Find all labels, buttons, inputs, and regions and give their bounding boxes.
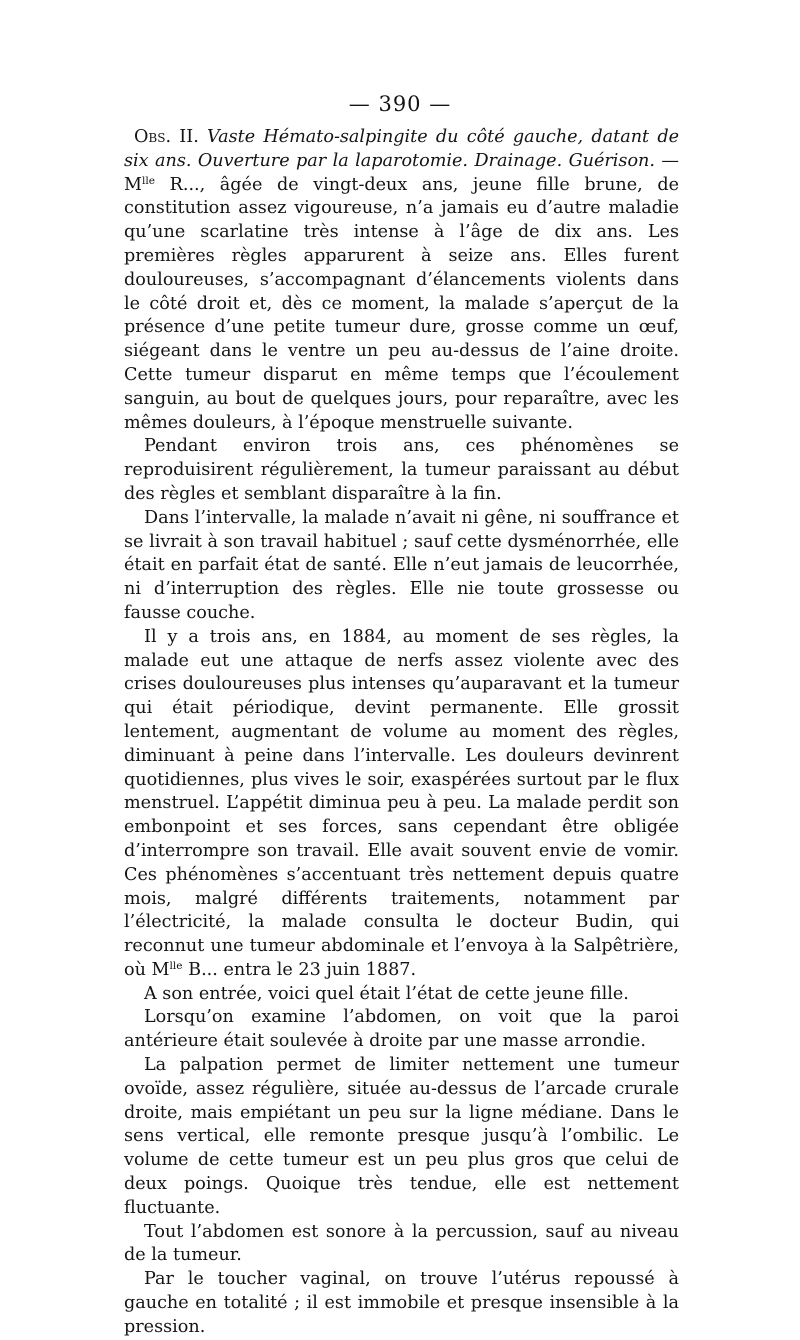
page-number: — 390 — — [348, 92, 452, 116]
paragraph-9: Par le toucher vaginal, on trouve l’utérus repoussé à gauche en totalité ; il est immobile et presque insensible à la pression. — [124, 1269, 679, 1337]
paragraph-4-main: Il y a trois ans, en 1884, au moment de ses règles, la malade eut une attaque de nerfs assez violente avec des crises douloureuses plus intenses qu’auparavant et la tumeur qui était périodique, devint permanente. Elle grossit lentement, augmentant de volume au moment des règles, diminuant à peine dans l’intervalle. Les douleurs devinrent quotidiennes, plus vives le soir, exaspérées surtout par le flux menstruel. L’appétit diminua peu à peu. La malade perdit son embonpoint et ses forces, sans cependant être obligée d’interrompre son travail. Elle avait souvent envie de vomir. Ces phénomènes s’accentuant très nettement depuis quatre mois, malgré différents traitements, notamment par l’électricité, la malade consulta le docteur Budin, qui reconnut une tumeur abdominale et l’envoya à la Salpêtrière, où — [124, 626, 679, 980]
paragraph-5: A son entrée, voici quel était l’état de cette jeune fille. — [144, 983, 629, 1004]
paragraph-4-abbreviation: M — [151, 959, 170, 980]
paragraph-4-abbreviation-sup: lle — [169, 960, 183, 973]
observation-intro: R..., âgée de vingt-deux ans, jeune fille brune, de constitution assez vigoureuse, n’a jamais eu d’autre maladie qu’une scarlatine très intense à l’âge de dix ans. Les premières règles apparurent à seize ans. Elles furent douloureuses, s’accompagnant d’élancements violents dans le côté droit et, dès ce moment, la malade s’aperçut de la présence d’une petite tumeur dure, grosse comme un œuf, siégeant dans le ventre un peu au-dessus de l’aine droite. Cette tumeur disparut en même temps que l’écoulement sanguin, au bout de quelques jours, pour reparaître, avec les mêmes douleurs, à l’époque menstruelle suivante. — [124, 174, 680, 433]
title-dash: — — [661, 150, 680, 171]
paragraph-6: Lorsqu’on examine l’abdomen, on voit que la paroi antérieure était soulevée à droite par une masse arrondie. — [124, 1007, 679, 1052]
patient-abbreviation-sup: lle — [142, 174, 156, 187]
paragraph-4-end: B... entra le 23 juin 1887. — [188, 959, 417, 980]
paragraph-8: Tout l’abdomen est sonore à la percussion, sauf au niveau de la tumeur. — [124, 1221, 679, 1266]
patient-abbreviation: M — [124, 174, 143, 195]
body-text — [124, 126, 679, 1340]
observation-title: Vaste Hémato-salpingite du côté gauche, datant de six ans. Ouverture par la laparotomie. Drainage. Guérison. — [124, 127, 680, 171]
paragraph-2: Pendant environ trois ans, ces phénomènes se reproduisirent régulièrement, la tumeur paraissant au début des règles et semblant disparaître à la fin. — [124, 436, 679, 504]
paragraph-3: Dans l’intervalle, la malade n’avait ni gêne, ni souffrance et se livrait à son travail habituel ; sauf cette dysménorrhée, elle était en parfait état de santé. Elle n’eut jamais de leucorrhée, ni d’interruption des règles. Elle nie toute grossesse ou fausse couche. — [124, 507, 679, 623]
observation-paragraph — [124, 126, 679, 435]
paragraph-7: La palpation permet de limiter nettement une tumeur ovoïde, assez régulière, située au-dessus de l’arcade crurale droite, mais empiétant un peu sur la ligne médiane. Dans le sens vertical, elle remonte presque jusqu’à l’ombilic. Le volume de cette tumeur est un peu plus gros que celui de deux poings. Quoique très tendue, elle est nettement fluctuante. — [124, 1055, 679, 1218]
observation-label: Obs. II. — [134, 127, 199, 147]
paragraph-4 — [124, 626, 679, 983]
